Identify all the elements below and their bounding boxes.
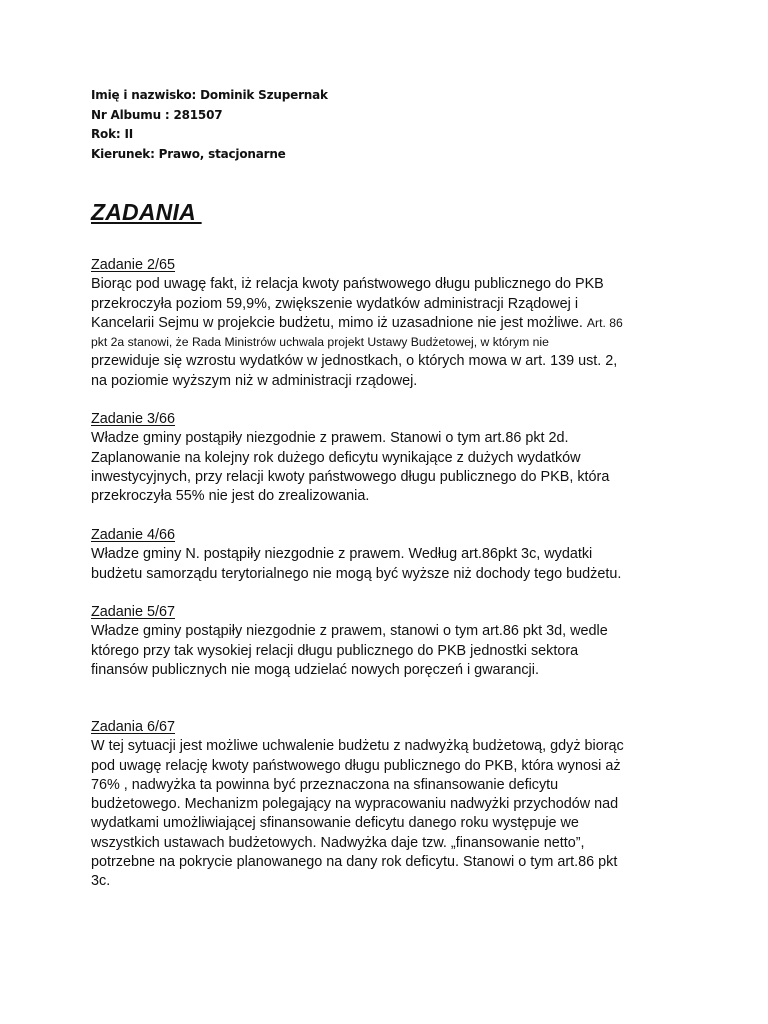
task-text-line: Zaplanowanie na kolejny rok dużego deficytu wynikające z dużych wydatków bbox=[91, 449, 581, 466]
task-text-line: Władze gminy N. postąpiły niezgodnie z prawem. Według art.86pkt 3c, wydatki bbox=[91, 546, 593, 563]
task-text-line: W tej sytuacji jest możliwe uchwalenie budżetu z nadwyżką budżetową, gdyż biorąc bbox=[91, 738, 624, 755]
task-4-66 bbox=[91, 526, 691, 584]
task-text-line: pod uwagę relację kwoty państwowego długu publicznego do PKB, która wynosi aż bbox=[91, 757, 621, 774]
task-text-line: którego przy tak wysokiej relacji długu publicznego do PKB jednostki sektora bbox=[91, 642, 579, 659]
task-heading: Zadania 6/67 bbox=[91, 719, 176, 735]
task-text-segment: Kancelarii Sejmu w projekcie budżetu, mimo iż uzasadnione nie jest możliwe. bbox=[91, 314, 583, 331]
task-text-line: na poziomie wyższym niż w administracji rządowej. bbox=[91, 372, 418, 389]
task-heading: Zadanie 3/66 bbox=[91, 411, 176, 427]
task-text-line: Biorąc pod uwagę fakt, iż relacja kwoty państwowego długu publicznego do PKB bbox=[91, 276, 604, 293]
task-text-line: 76% , nadwyżka ta powinna być przeznaczona na sfinansowanie deficytu bbox=[91, 776, 559, 793]
student-name: Imię i nazwisko: Dominik Szupernak bbox=[91, 88, 328, 102]
task-text-line: budżetowego. Mechanizm polegający na wypracowaniu nadwyżki przychodów nad bbox=[91, 796, 619, 813]
task-heading: Zadanie 2/65 bbox=[91, 257, 176, 273]
task-5-67 bbox=[91, 603, 691, 680]
task-text-line: pkt 2a stanowi, że Rada Ministrów uchwala projekt Ustawy Budżetowej, w którym nie bbox=[91, 335, 549, 350]
study-year: Rok: II bbox=[91, 127, 133, 141]
task-text-line: przekroczyła poziom 59,9%, zwiększenie wydatków administracji Rządowej i bbox=[91, 295, 579, 312]
document-title: ZADANIA bbox=[91, 199, 202, 225]
student-info-block bbox=[91, 86, 328, 164]
task-text-line: Władze gminy postąpiły niezgodnie z prawem, stanowi o tym art.86 pkt 3d, wedle bbox=[91, 623, 608, 640]
task-text-line: wydatkami umożliwiającej sfinansowanie deficytu danego roku występuje we bbox=[91, 815, 579, 832]
task-text-line: potrzebne na pokrycie planowanego na dany rok deficytu. Stanowi o tym art.86 pkt bbox=[91, 854, 618, 871]
task-text-line: wszystkich ustawach budżetowych. Nadwyżka daje tzw. „finansowanie netto”, bbox=[91, 834, 585, 851]
task-text-segment: Art. 86 bbox=[586, 315, 623, 330]
task-text-line: finansów publicznych nie mogą udzielać nowych poręczeń i gwarancji. bbox=[91, 661, 539, 678]
field-of-study: Kierunek: Prawo, stacjonarne bbox=[91, 146, 286, 161]
task-heading: Zadanie 4/66 bbox=[91, 527, 176, 543]
task-text-line: inwestycyjnych, przy relacji kwoty państwowego długu publicznego do PKB, która bbox=[91, 468, 610, 485]
task-text-line: przewiduje się wzrostu wydatków w jednostkach, o których mowa w art. 139 ust. 2, bbox=[91, 353, 618, 370]
task-heading: Zadanie 5/67 bbox=[91, 604, 176, 620]
task-text-line bbox=[91, 314, 691, 333]
task-text-line: Władze gminy postąpiły niezgodnie z prawem. Stanowi o tym art.86 pkt 2d. bbox=[91, 430, 569, 447]
album-number: Nr Albumu : 281507 bbox=[91, 107, 223, 122]
task-2-65 bbox=[91, 256, 691, 391]
task-text-line: przekroczyła 55% nie jest do zrealizowania. bbox=[91, 488, 370, 505]
task-3-66 bbox=[91, 410, 691, 506]
task-6-67 bbox=[91, 718, 691, 892]
task-text-line: 3c. bbox=[91, 873, 111, 890]
task-text-line: budżetu samorządu terytorialnego nie mogą być wyższe niż dochody tego budżetu. bbox=[91, 565, 622, 582]
